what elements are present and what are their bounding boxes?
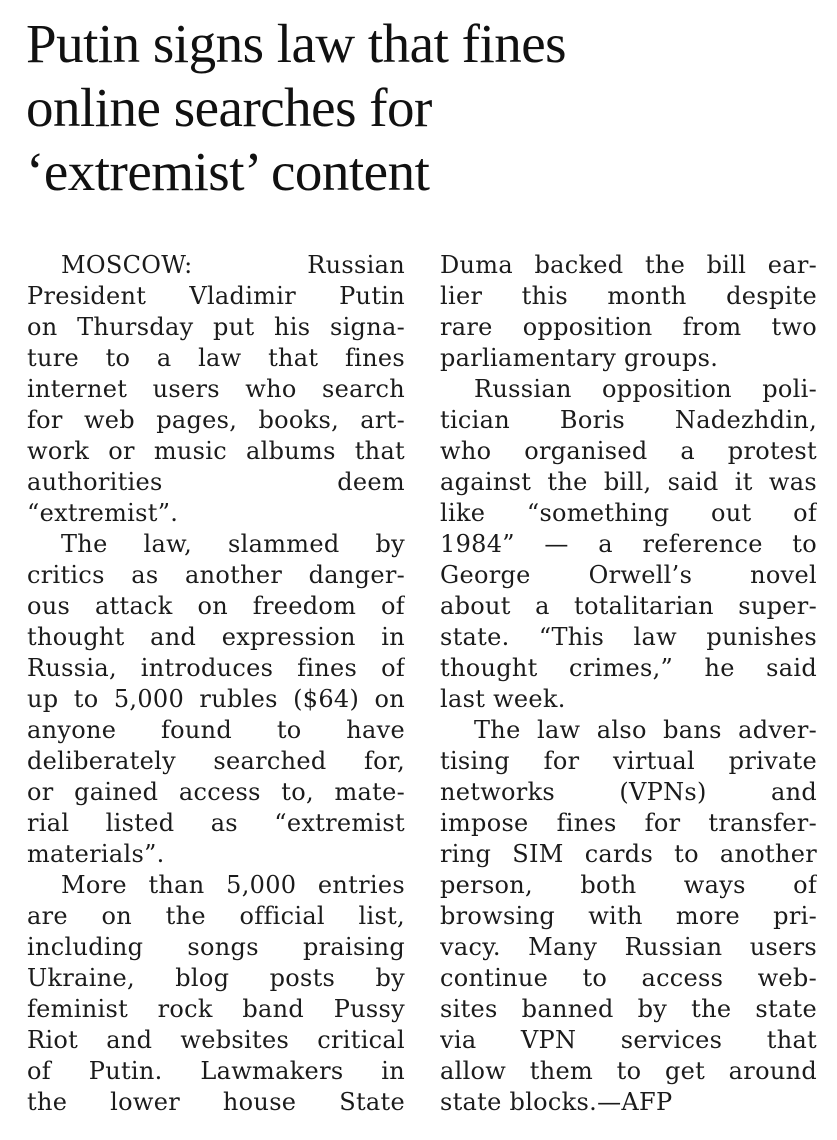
- article-column-left: [27, 250, 405, 1118]
- text-line: for web pages, books, art-: [27, 406, 405, 434]
- text-line: ous attack on freedom of: [27, 592, 405, 620]
- text-line: feminist rock band Pussy: [27, 995, 405, 1023]
- text-line: anyone found to have: [27, 716, 405, 744]
- text-line: MOSCOW: Russian: [61, 251, 405, 279]
- text-line: up to 5,000 rubles ($64) on: [27, 685, 405, 713]
- text-line: rial listed as “extremist: [27, 809, 405, 837]
- text-line: sites banned by the state: [440, 995, 817, 1023]
- text-line: 1984” — a reference to: [440, 530, 817, 558]
- text-line: about a totalitarian super-: [440, 592, 817, 620]
- text-line: Duma backed the bill ear-: [440, 251, 817, 279]
- text-line: Russia, introduces fines of: [27, 654, 405, 682]
- headline-line: Putin signs law that fines: [26, 13, 567, 74]
- text-line: state. “This law punishes: [440, 623, 817, 651]
- text-line: the lower house State: [27, 1088, 405, 1116]
- text-line: lier this month despite: [440, 282, 817, 310]
- headline-line: ‘extremist’ content: [26, 141, 430, 202]
- text-line: networks (VPNs) and: [440, 778, 817, 806]
- headline: [26, 12, 816, 204]
- text-line: George Orwell’s novel: [440, 561, 817, 589]
- text-line: work or music albums that: [27, 437, 405, 465]
- text-line: Riot and websites critical: [27, 1026, 405, 1054]
- text-line: The law also bans adver-: [474, 716, 817, 744]
- text-line: critics as another danger-: [27, 561, 405, 589]
- text-line: rare opposition from two: [440, 313, 817, 341]
- text-line: on Thursday put his signa-: [27, 313, 405, 341]
- text-line: tician Boris Nadezhdin,: [440, 406, 817, 434]
- text-line: Russian opposition poli-: [474, 375, 817, 403]
- text-line: state blocks.—AFP: [440, 1088, 673, 1116]
- text-line: “extremist”.: [27, 499, 179, 527]
- text-line: parliamentary groups.: [440, 344, 719, 372]
- text-line: last week.: [440, 685, 566, 713]
- text-line: The law, slammed by: [61, 530, 405, 558]
- text-line: allow them to get around: [440, 1057, 817, 1085]
- text-line: including songs praising: [27, 933, 405, 961]
- text-line: ture to a law that fines: [27, 344, 405, 372]
- text-line: tising for virtual private: [440, 747, 817, 775]
- text-line: internet users who search: [27, 375, 405, 403]
- text-line: thought and expression in: [27, 623, 405, 651]
- text-line: of Putin. Lawmakers in: [27, 1057, 405, 1085]
- text-line: who organised a protest: [440, 437, 817, 465]
- text-line: thought crimes,” he said: [440, 654, 817, 682]
- text-line: like “something out of: [440, 499, 817, 527]
- article-column-right: [440, 250, 817, 1118]
- text-line: against the bill, said it was: [440, 468, 817, 496]
- text-line: authorities deem: [27, 468, 405, 496]
- text-line: deliberately searched for,: [27, 747, 405, 775]
- text-line: More than 5,000 entries: [61, 871, 405, 899]
- text-line: person, both ways of: [440, 871, 817, 899]
- text-line: vacy. Many Russian users: [440, 933, 817, 961]
- text-line: Ukraine, blog posts by: [27, 964, 405, 992]
- text-line: or gained access to, mate-: [27, 778, 405, 806]
- text-line: are on the official list,: [27, 902, 405, 930]
- text-line: continue to access web-: [440, 964, 817, 992]
- text-line: ring SIM cards to another: [440, 840, 817, 868]
- text-line: materials”.: [27, 840, 165, 868]
- text-line: browsing with more pri-: [440, 902, 817, 930]
- text-line: President Vladimir Putin: [27, 282, 405, 310]
- text-line: impose fines for transfer-: [440, 809, 817, 837]
- headline-line: online searches for: [26, 77, 432, 138]
- text-line: via VPN services that: [440, 1026, 817, 1054]
